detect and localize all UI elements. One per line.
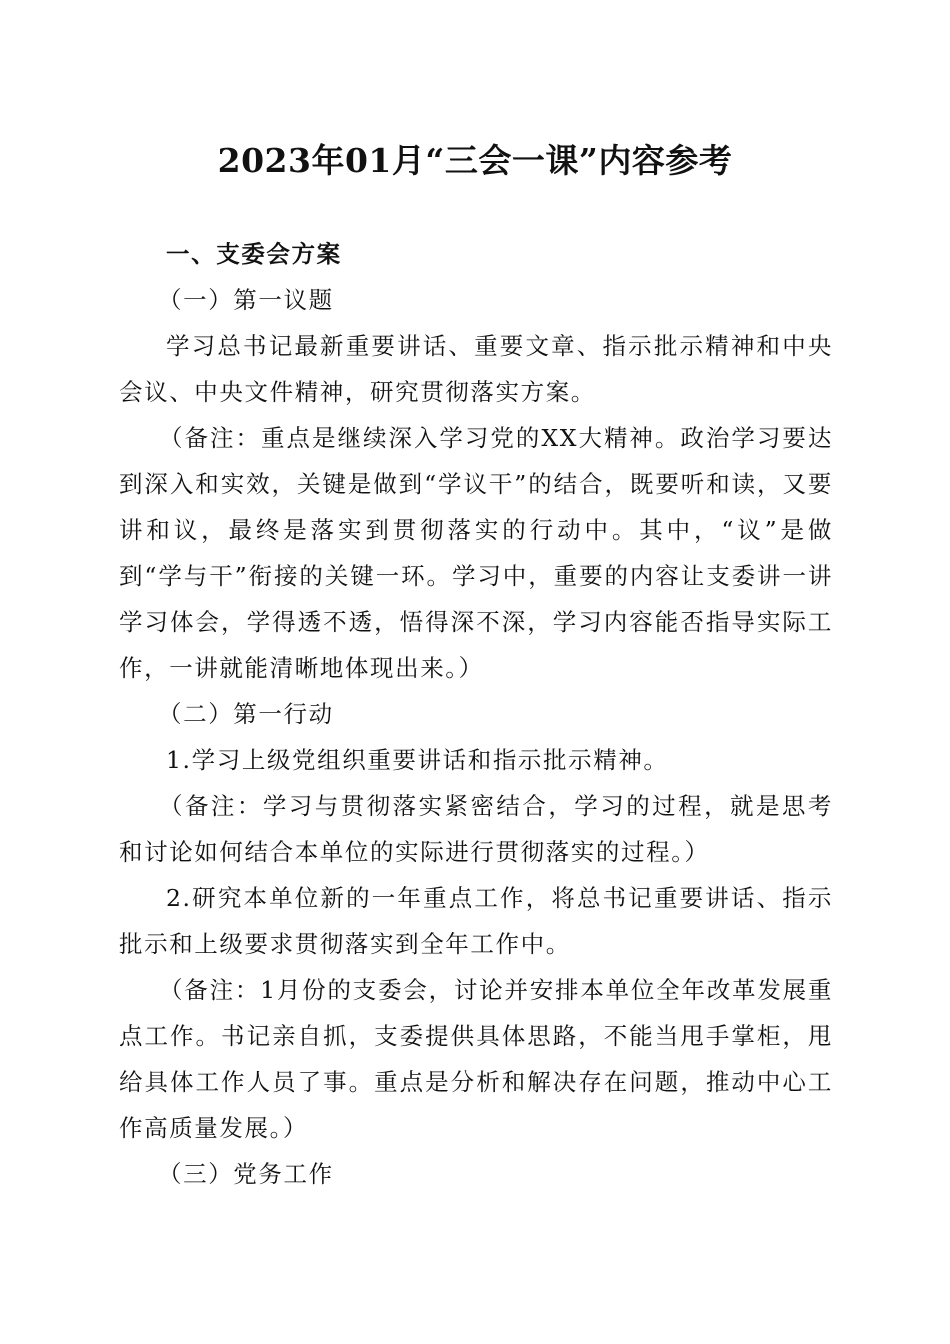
subsection-heading-party-affairs: （三）党务工作 <box>158 1160 334 1188</box>
list-item-2: 2.研究本单位新的一年重点工作，将总书记重要讲话、指示批示和上级要求贯彻落实到全年工作中。 <box>119 884 833 958</box>
subsection-heading-first-action: （二）第一行动 <box>158 700 334 728</box>
subsection-heading-first-topic: （一）第一议题 <box>158 286 334 314</box>
note-paragraph-january-meeting: （备注：1月份的支委会，讨论并安排本单位全年改革发展重点工作。书记亲自抓，支委提供具体思路，不能当甩手掌柜，甩给具体工作人员了事。重点是分析和解决存在问题，推动中心工作高质量发展。） <box>119 976 833 1142</box>
document-title: 2023年01月“三会一课”内容参考 <box>217 141 733 180</box>
document-body <box>119 231 833 1197</box>
note-paragraph-study-implementation: （备注：学习与贯彻落实紧密结合，学习的过程，就是思考和讨论如何结合本单位的实际进行贯彻落实的过程。） <box>119 792 833 866</box>
section-heading-branch-committee: 一、支委会方案 <box>166 240 342 268</box>
note-paragraph-political-study: （备注：重点是继续深入学习党的XX大精神。政治学习要达到深入和实效，关键是做到“学议干”的结合，既要听和读，又要讲和议，最终是落实到贯彻落实的行动中。其中，“议”是做到“学与干”衔接的关键一环。学习中，重要的内容让支委讲一讲学习体会，学得透不透，悟得深不深，学习内容能否指导实际工作，一讲就能清晰地体现出来。） <box>119 424 833 682</box>
paragraph-study-speeches: 学习总书记最新重要讲话、重要文章、指示批示精神和中央会议、中央文件精神，研究贯彻落实方案。 <box>119 332 833 406</box>
list-item-1: 1.学习上级党组织重要讲话和指示批示精神。 <box>166 746 669 774</box>
